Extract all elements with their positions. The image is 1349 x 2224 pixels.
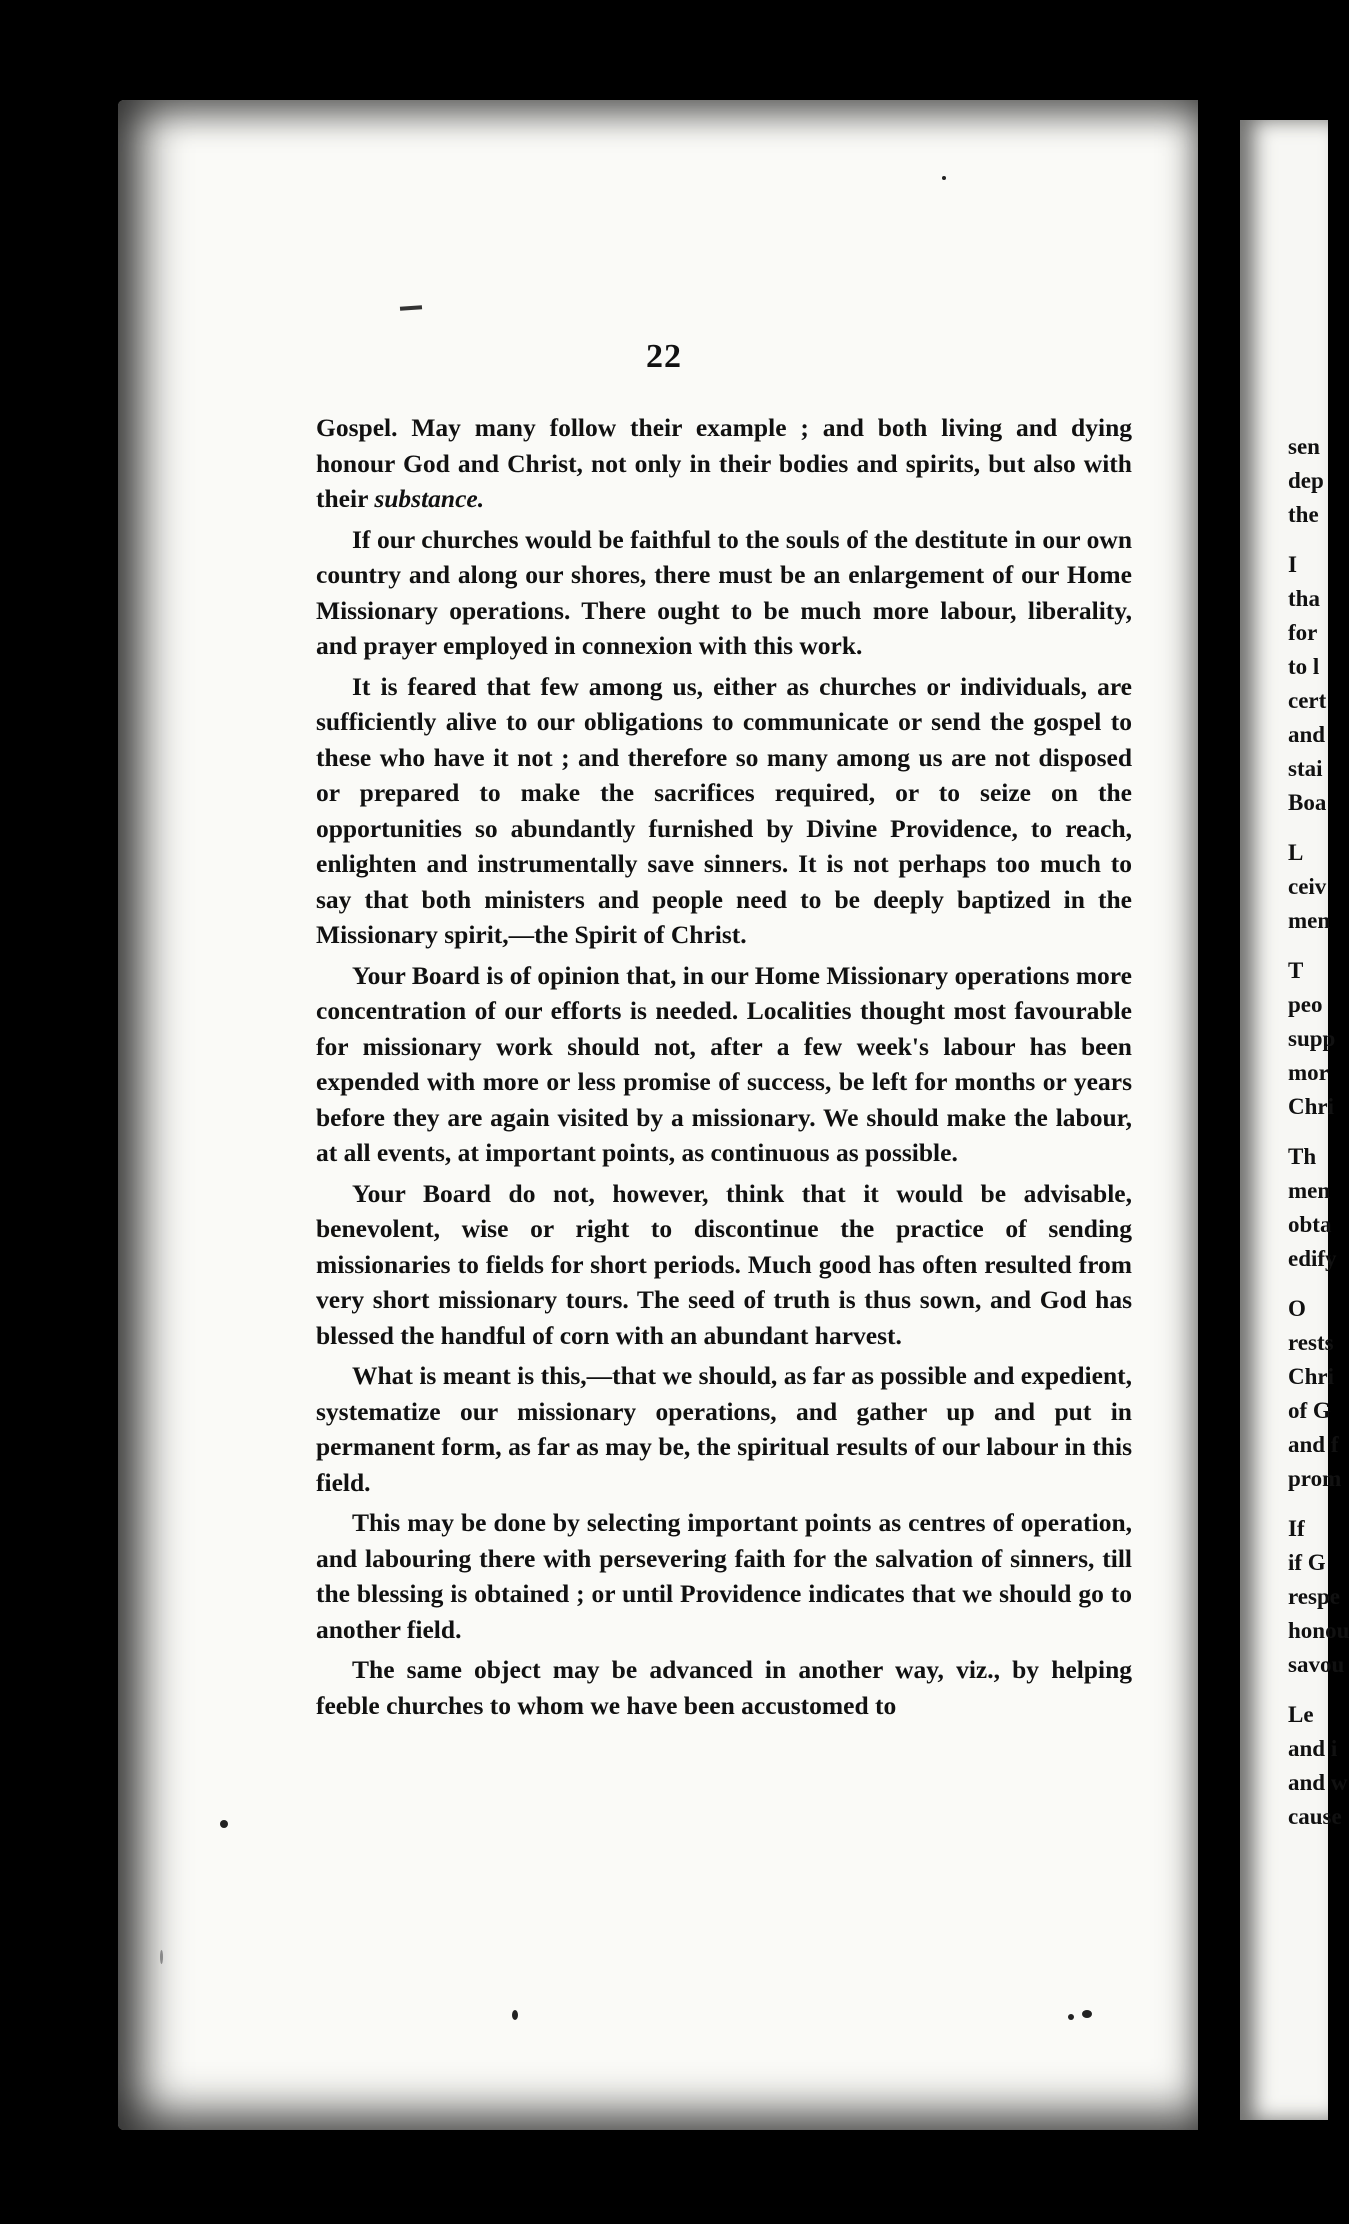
facing-line: Boa (1288, 790, 1327, 815)
facing-gap (1288, 820, 1348, 836)
facing-line: dep (1288, 468, 1324, 493)
facing-line: ceiv (1288, 874, 1327, 899)
facing-line: and f (1288, 1432, 1339, 1457)
facing-line: honou (1288, 1618, 1349, 1643)
paragraph-4: Your Board is of opinion that, in our Home Missionary operations more concentration of our efforts is needed. Localities thought most favourable for missionary work should not, after a few week's labour has been expended with more or less promise of success, be left for months or years before they are again visited by a missionary. We should make the labour, at all events, at important points, as continuous as possible. (316, 960, 1132, 1167)
facing-line: L (1288, 840, 1304, 865)
page-number: 22 (646, 338, 682, 375)
paragraph-3: It is feared that few among us, either as churches or individuals, are sufficiently alive to our obligations to communicate or send the gospel to these who have it not ; and therefore so many among us are not disposed or prepared to make the sacrifices required, or to seize on the opportunities so abundantly furnished by Divine Providence, to reach, enlighten and instrumentally save sinners. It is not perhaps too much to say that both ministers and people need to be deeply baptized in the Missionary spirit,—the Spirit of Christ. (316, 671, 1132, 949)
facing-line: Chri (1288, 1364, 1334, 1389)
facing-line: and (1288, 722, 1326, 747)
facing-gap (1288, 938, 1348, 954)
facing-line: cert (1288, 688, 1327, 713)
facing-line: men (1288, 1178, 1331, 1203)
facing-line: respe (1288, 1584, 1340, 1609)
facing-line: of G (1288, 1398, 1331, 1423)
facing-line: mor (1288, 1060, 1329, 1085)
facing-line: for (1288, 620, 1318, 645)
facing-line: prom (1288, 1466, 1342, 1491)
paragraph-1-text: Gospel. May many follow their example ; and both living and dying honour God and Christ, not only in their bodies and spirits, but also with their (316, 413, 1132, 513)
facing-line: and i (1288, 1736, 1338, 1761)
paragraph-1 (316, 410, 1132, 517)
paragraph-2: If our churches would be faithful to the souls of the destitute in our own country and along our shores, there must be an enlargement of our Home Missionary operations. There ought to be much more labour, liberality, and prayer employed in connexion with this work. (316, 524, 1132, 660)
facing-line: obta (1288, 1212, 1332, 1237)
facing-gap (1288, 1682, 1348, 1698)
facing-line: edify (1288, 1246, 1337, 1271)
facing-gap (1288, 1496, 1348, 1512)
facing-line: Th (1288, 1144, 1317, 1169)
facing-line: rests (1288, 1330, 1334, 1355)
facing-page-text (1288, 430, 1348, 1834)
page-body-text (316, 410, 1132, 1728)
facing-line: O (1288, 1296, 1306, 1321)
facing-gap (1288, 532, 1348, 548)
facing-line: Le (1288, 1702, 1314, 1727)
facing-line: if G (1288, 1550, 1326, 1575)
paragraph-8: The same object may be advanced in another way, viz., by helping feeble churches to whom we have been accustomed to (316, 1655, 1132, 1720)
facing-line: I (1288, 552, 1297, 577)
facing-line: Chri (1288, 1094, 1334, 1119)
facing-line: the (1288, 502, 1319, 527)
facing-line: and w (1288, 1770, 1348, 1795)
facing-gap (1288, 1276, 1348, 1292)
facing-line: men (1288, 908, 1331, 933)
facing-line: savou (1288, 1652, 1345, 1677)
facing-gap (1288, 1124, 1348, 1140)
facing-line: sen (1288, 434, 1320, 459)
facing-line: cause (1288, 1804, 1342, 1829)
paragraph-6: What is meant is this,—that we should, as far as possible and expedient, systematize our missionary operations, and gather up and put in permanent form, as far as may be, the spiritual results of our labour in this field. (316, 1361, 1132, 1497)
paragraph-1-emphasis: substance. (374, 484, 485, 513)
facing-line: peo (1288, 992, 1323, 1017)
facing-line: stai (1288, 756, 1323, 781)
facing-line: supp (1288, 1026, 1336, 1051)
facing-line: T (1288, 958, 1304, 983)
facing-line: If (1288, 1516, 1305, 1541)
facing-line: tha (1288, 586, 1320, 611)
paragraph-5: Your Board do not, however, think that it would be advisable, benevolent, wise or right to discontinue the practice of sending missionaries to fields for short periods. Much good has often resulted from very short missionary tours. The seed of truth is thus sown, and God has blessed the handful of corn with an abundant harvest. (316, 1178, 1132, 1350)
paragraph-7: This may be done by selecting important points as centres of operation, and labouring there with persevering faith for the salvation of sinners, till the blessing is obtained ; or until Providence indicates that we should go to another field. (316, 1508, 1132, 1644)
facing-line: to l (1288, 654, 1320, 679)
